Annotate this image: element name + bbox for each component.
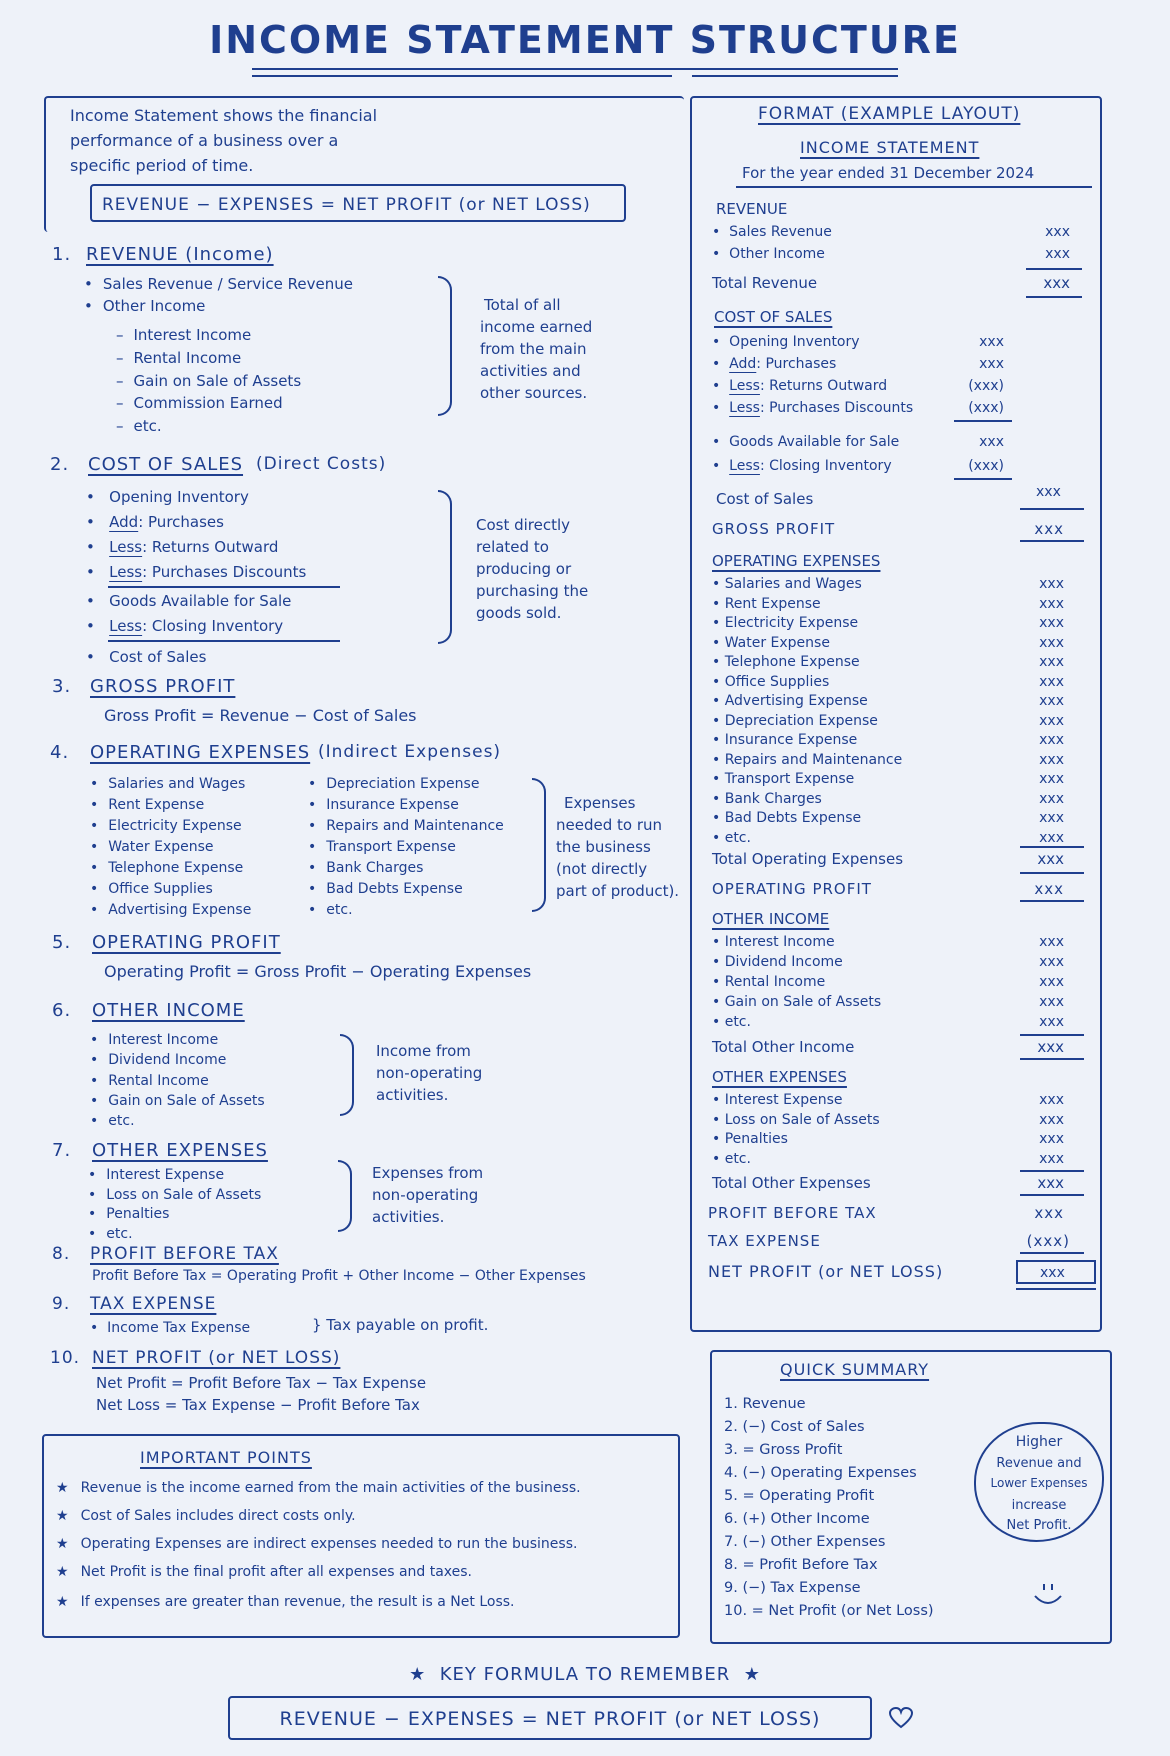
quick-summary-box	[710, 1350, 1112, 1644]
fmt-row: • Repairs and Maintenance xxx	[712, 751, 1064, 768]
list-item: • Opening Inventory	[86, 488, 249, 506]
divider	[1020, 508, 1084, 510]
list-item: • Depreciation Expense	[308, 774, 504, 795]
s7-brace	[338, 1160, 352, 1232]
fmt-row: • Water Expense xxx	[712, 634, 1064, 651]
divider	[1020, 872, 1084, 874]
fmt-row: • etc. xxx	[712, 829, 1064, 846]
cloud-line: Net Profit.	[1006, 1518, 1072, 1533]
s2-heading: COST OF SALES	[88, 454, 244, 475]
fmt-tax: TAX EXPENSE (xxx)	[708, 1232, 1070, 1250]
fmt-row: • etc. xxx	[712, 1014, 1064, 1030]
summary-item: 6. (+) Other Income	[724, 1511, 870, 1527]
fmt-row: • Electricity Expense xxx	[712, 615, 1064, 631]
list-item: • Salaries and Wages	[90, 774, 251, 795]
note-line: producing or	[476, 560, 572, 578]
fmt-row: • Salaries and Wages xxx	[712, 576, 1064, 592]
s1-heading: REVENUE (Income)	[86, 244, 274, 265]
list-item: • Bank Charges	[308, 858, 504, 879]
s1-sublist	[116, 324, 301, 438]
list-item: • Goods Available for Sale	[86, 592, 292, 610]
s9-heading: TAX EXPENSE	[90, 1294, 217, 1314]
note-line: Expenses from	[372, 1164, 484, 1182]
note-line: income earned	[480, 318, 593, 336]
list-item: • Sales Revenue / Service Revenue	[84, 274, 353, 296]
divider	[1020, 1058, 1084, 1060]
fmt-gross-profit: GROSS PROFIT xxx	[712, 520, 1064, 538]
s6-brace	[340, 1034, 354, 1116]
fmt-opex-head: OPERATING EXPENSES	[712, 552, 881, 570]
fmt-row: • Goods Available for Sale xxx	[712, 434, 1004, 450]
s4-heading-sub: (Indirect Expenses)	[318, 742, 502, 762]
s9-note: } Tax payable on profit.	[312, 1316, 489, 1334]
key-formula: REVENUE − EXPENSES = NET PROFIT (or NET LOSS)	[279, 1708, 821, 1730]
s5-formula: Operating Profit = Gross Profit − Operating Expenses	[104, 962, 532, 981]
s3-number: 3.	[52, 676, 72, 697]
s4-col1	[90, 774, 251, 921]
s7-list	[88, 1166, 261, 1244]
s9-number: 9.	[52, 1294, 71, 1314]
fmt-row: • Sales Revenue xxx	[712, 224, 1070, 240]
fmt-pbt: PROFIT BEFORE TAX xxx	[708, 1204, 1064, 1222]
key-formula-box	[228, 1696, 872, 1740]
s4-col2	[308, 774, 504, 921]
list-item: • Loss on Sale of Assets	[88, 1186, 261, 1206]
s7-heading: OTHER EXPENSES	[92, 1140, 268, 1161]
fmt-cos-total: Cost of Sales	[716, 490, 814, 508]
s8-heading: PROFIT BEFORE TAX	[90, 1244, 279, 1264]
fmt-row: • Loss on Sale of Assets xxx	[712, 1111, 1064, 1128]
fmt-total-revenue: Total Revenue xxx	[712, 274, 1070, 292]
fmt-row: • Less: Closing Inventory (xxx)	[712, 458, 1004, 474]
fmt-cos-value: xxx	[1036, 484, 1061, 500]
intro-formula: REVENUE − EXPENSES = NET PROFIT (or NET LOSS)	[102, 195, 591, 215]
fmt-row: • Interest Income xxx	[712, 934, 1064, 950]
fmt-row: • Bank Charges xxx	[712, 790, 1064, 807]
summary-item: 7. (−) Other Expenses	[724, 1534, 886, 1550]
note-line: activities.	[372, 1208, 445, 1226]
fmt-row: • etc. xxx	[712, 1150, 1064, 1167]
s2-brace	[438, 490, 452, 644]
fmt-row: • Telephone Expense xxx	[712, 654, 1064, 670]
fmt-row: • Less: Returns Outward (xxx)	[712, 378, 1004, 394]
s2-number: 2.	[50, 454, 70, 475]
s10-formula-1: Net Profit = Profit Before Tax − Tax Expense	[96, 1374, 427, 1392]
fmt-oi-head: OTHER INCOME	[712, 910, 830, 928]
fmt-net: NET PROFIT (or NET LOSS)	[708, 1262, 944, 1281]
fmt-net-value: xxx	[1040, 1265, 1065, 1281]
list-item: • Interest Income	[90, 1030, 265, 1050]
fmt-row: • Opening Inventory xxx	[712, 334, 1004, 350]
fmt-row: • Bad Debts Expense xxx	[712, 810, 1064, 826]
divider	[1026, 296, 1082, 298]
fmt-oe-head: OTHER EXPENSES	[712, 1068, 847, 1086]
divider	[108, 640, 340, 642]
format-subheading: INCOME STATEMENT	[800, 138, 980, 157]
list-item: – Interest Income	[116, 324, 301, 347]
note-line: related to	[476, 538, 549, 556]
s8-number: 8.	[52, 1244, 71, 1264]
period-divider	[736, 186, 1092, 188]
divider	[108, 586, 340, 588]
s3-heading: GROSS PROFIT	[90, 676, 236, 697]
s10-number: 10.	[50, 1348, 81, 1368]
list-item: • Less: Returns Outward	[86, 538, 279, 556]
divider	[954, 478, 1012, 480]
fmt-row: • Other Income xxx	[712, 246, 1070, 262]
summary-item: 8. = Profit Before Tax	[724, 1557, 878, 1573]
s3-formula: Gross Profit = Revenue − Cost of Sales	[104, 706, 417, 725]
s9-item: • Income Tax Expense	[90, 1320, 251, 1336]
intro-formula-box	[90, 184, 626, 222]
list-item: • Water Expense	[90, 837, 251, 858]
list-item: – Commission Earned	[116, 392, 301, 415]
divider	[1020, 1252, 1084, 1254]
list-item: • Interest Expense	[88, 1166, 261, 1186]
intro-line-1: Income Statement shows the financial	[70, 106, 378, 125]
fmt-row: • Depreciation Expense xxx	[712, 712, 1064, 729]
title-underline-3	[692, 75, 898, 77]
fmt-row: • Dividend Income xxx	[712, 954, 1064, 970]
list-item: • Other Income	[84, 296, 353, 318]
fmt-row: • Gain on Sale of Assets xxx	[712, 994, 1064, 1010]
list-item: • Repairs and Maintenance	[308, 816, 504, 837]
intro-line-3: specific period of time.	[70, 156, 254, 175]
list-item: • etc.	[90, 1111, 265, 1131]
cloud-line: Lower Expenses	[990, 1476, 1088, 1490]
intro-line-2: performance of a business over a	[70, 131, 339, 150]
fmt-total-opex: Total Operating Expenses xxx	[712, 850, 1064, 868]
page-title: INCOME STATEMENT STRUCTURE	[209, 18, 961, 62]
note-line: (not directly	[556, 860, 648, 878]
divider	[1020, 1170, 1084, 1172]
cloud-bubble	[974, 1422, 1104, 1542]
note-line: the business	[556, 838, 651, 856]
summary-item: 3. = Gross Profit	[724, 1442, 843, 1458]
fmt-total-oi: Total Other Income xxx	[712, 1038, 1064, 1056]
s1-brace	[438, 276, 452, 416]
note-line: goods sold.	[476, 604, 562, 622]
s6-list	[90, 1030, 265, 1131]
divider	[1020, 900, 1084, 902]
divider	[954, 420, 1012, 422]
note-line: Expenses	[564, 794, 636, 812]
list-item: • Less: Purchases Discounts	[86, 563, 307, 581]
summary-item: 4. (−) Operating Expenses	[724, 1465, 917, 1481]
divider	[1016, 1288, 1096, 1290]
fmt-row: • Rent Expense xxx	[712, 595, 1064, 612]
fmt-cos-head: COST OF SALES	[714, 308, 833, 326]
divider	[1020, 846, 1084, 848]
s4-brace	[532, 778, 546, 912]
fmt-row: • Less: Purchases Discounts (xxx)	[712, 400, 1004, 416]
list-item: • Office Supplies	[90, 879, 251, 900]
s10-heading: NET PROFIT (or NET LOSS)	[92, 1348, 341, 1368]
list-item: • Insurance Expense	[308, 795, 504, 816]
format-period: For the year ended 31 December 2024	[742, 164, 1035, 182]
note-line: needed to run	[556, 816, 663, 834]
note-line: non-operating	[376, 1064, 483, 1082]
list-item: • Advertising Expense	[90, 900, 251, 921]
fmt-net-value-box	[1016, 1260, 1096, 1284]
list-item: • Rental Income	[90, 1071, 265, 1091]
divider	[1020, 1034, 1084, 1036]
note-line: activities and	[480, 362, 581, 380]
fmt-row: • Penalties xxx	[712, 1131, 1064, 1147]
summary-item: 2. (−) Cost of Sales	[724, 1419, 865, 1435]
list-item: • etc.	[308, 900, 504, 921]
fmt-operating-profit: OPERATING PROFIT xxx	[712, 880, 1064, 898]
list-item: • Gain on Sale of Assets	[90, 1091, 265, 1111]
title-underline-2	[252, 75, 672, 77]
divider	[1020, 1194, 1084, 1196]
s1-list	[84, 274, 353, 318]
note-line: non-operating	[372, 1186, 479, 1204]
list-item: • etc.	[88, 1225, 261, 1245]
list-item: • Cost of Sales	[86, 648, 207, 666]
s5-heading: OPERATING PROFIT	[92, 932, 281, 953]
heart-icon	[888, 1706, 914, 1730]
fmt-row: • Interest Expense xxx	[712, 1092, 1064, 1108]
list-item: • Less: Closing Inventory	[86, 617, 284, 635]
note-line: activities.	[376, 1086, 449, 1104]
note-line: other sources.	[480, 384, 588, 402]
summary-item: 1. Revenue	[724, 1396, 806, 1412]
important-heading: IMPORTANT POINTS	[140, 1448, 312, 1467]
important-point: ★ Revenue is the income earned from the main activities of the business.	[56, 1480, 581, 1497]
fmt-revenue-head: REVENUE	[716, 200, 788, 218]
list-item: – Gain on Sale of Assets	[116, 370, 301, 393]
list-item: • Bad Debts Expense	[308, 879, 504, 900]
summary-item: 9. (−) Tax Expense	[724, 1580, 861, 1596]
fmt-total-oe: Total Other Expenses xxx	[712, 1174, 1064, 1192]
list-item: • Penalties	[88, 1205, 261, 1225]
cloud-line: increase	[1011, 1498, 1067, 1513]
note-line: Total of all	[484, 296, 561, 314]
s6-number: 6.	[52, 1000, 72, 1021]
list-item: • Add: Purchases	[86, 513, 224, 531]
s1-number: 1.	[52, 244, 72, 265]
s2-heading-sub: (Direct Costs)	[256, 454, 387, 474]
note-line: from the main	[480, 340, 587, 358]
s7-number: 7.	[52, 1140, 72, 1161]
important-point: ★ Cost of Sales includes direct costs only.	[56, 1508, 356, 1525]
note-line: purchasing the	[476, 582, 589, 600]
format-heading: FORMAT (EXAMPLE LAYOUT)	[758, 104, 1021, 124]
s8-formula: Profit Before Tax = Operating Profit + Other Income − Other Expenses	[92, 1268, 586, 1284]
list-item: • Telephone Expense	[90, 858, 251, 879]
s10-formula-2: Net Loss = Tax Expense − Profit Before Tax	[96, 1396, 420, 1414]
list-item: • Dividend Income	[90, 1050, 265, 1070]
divider	[1026, 268, 1082, 270]
note-line: part of product).	[556, 882, 680, 900]
s4-number: 4.	[50, 742, 70, 763]
list-item: – Rental Income	[116, 347, 301, 370]
note-line: Cost directly	[476, 516, 571, 534]
important-point: ★ Operating Expenses are indirect expenses needed to run the business.	[56, 1536, 577, 1553]
list-item: • Electricity Expense	[90, 816, 251, 837]
title-underline	[252, 68, 898, 70]
cloud-line: Higher	[1015, 1434, 1063, 1450]
fmt-row: • Transport Expense xxx	[712, 771, 1064, 787]
important-point: ★ If expenses are greater than revenue, the result is a Net Loss.	[56, 1594, 515, 1611]
fmt-row: • Add: Purchases xxx	[712, 356, 1004, 372]
smiley-icon	[1030, 1580, 1066, 1610]
s4-heading: OPERATING EXPENSES	[90, 742, 311, 763]
cloud-line: Revenue and	[996, 1456, 1082, 1471]
key-formula-heading: ★ KEY FORMULA TO REMEMBER ★	[409, 1664, 761, 1685]
s5-number: 5.	[52, 932, 72, 953]
fmt-row: • Advertising Expense xxx	[712, 693, 1064, 709]
s6-heading: OTHER INCOME	[92, 1000, 245, 1021]
list-item: • Rent Expense	[90, 795, 251, 816]
divider	[1020, 540, 1084, 542]
list-item: – etc.	[116, 415, 301, 438]
fmt-row: • Insurance Expense xxx	[712, 732, 1064, 748]
note-line: Income from	[376, 1042, 471, 1060]
important-points-box	[42, 1434, 680, 1638]
summary-heading: QUICK SUMMARY	[780, 1360, 930, 1379]
list-item: • Transport Expense	[308, 837, 504, 858]
summary-item: 5. = Operating Profit	[724, 1488, 875, 1504]
fmt-row: • Office Supplies xxx	[712, 673, 1064, 690]
important-point: ★ Net Profit is the final profit after all expenses and taxes.	[56, 1564, 472, 1581]
summary-item: 10. = Net Profit (or Net Loss)	[724, 1603, 934, 1619]
fmt-row: • Rental Income xxx	[712, 974, 1064, 990]
